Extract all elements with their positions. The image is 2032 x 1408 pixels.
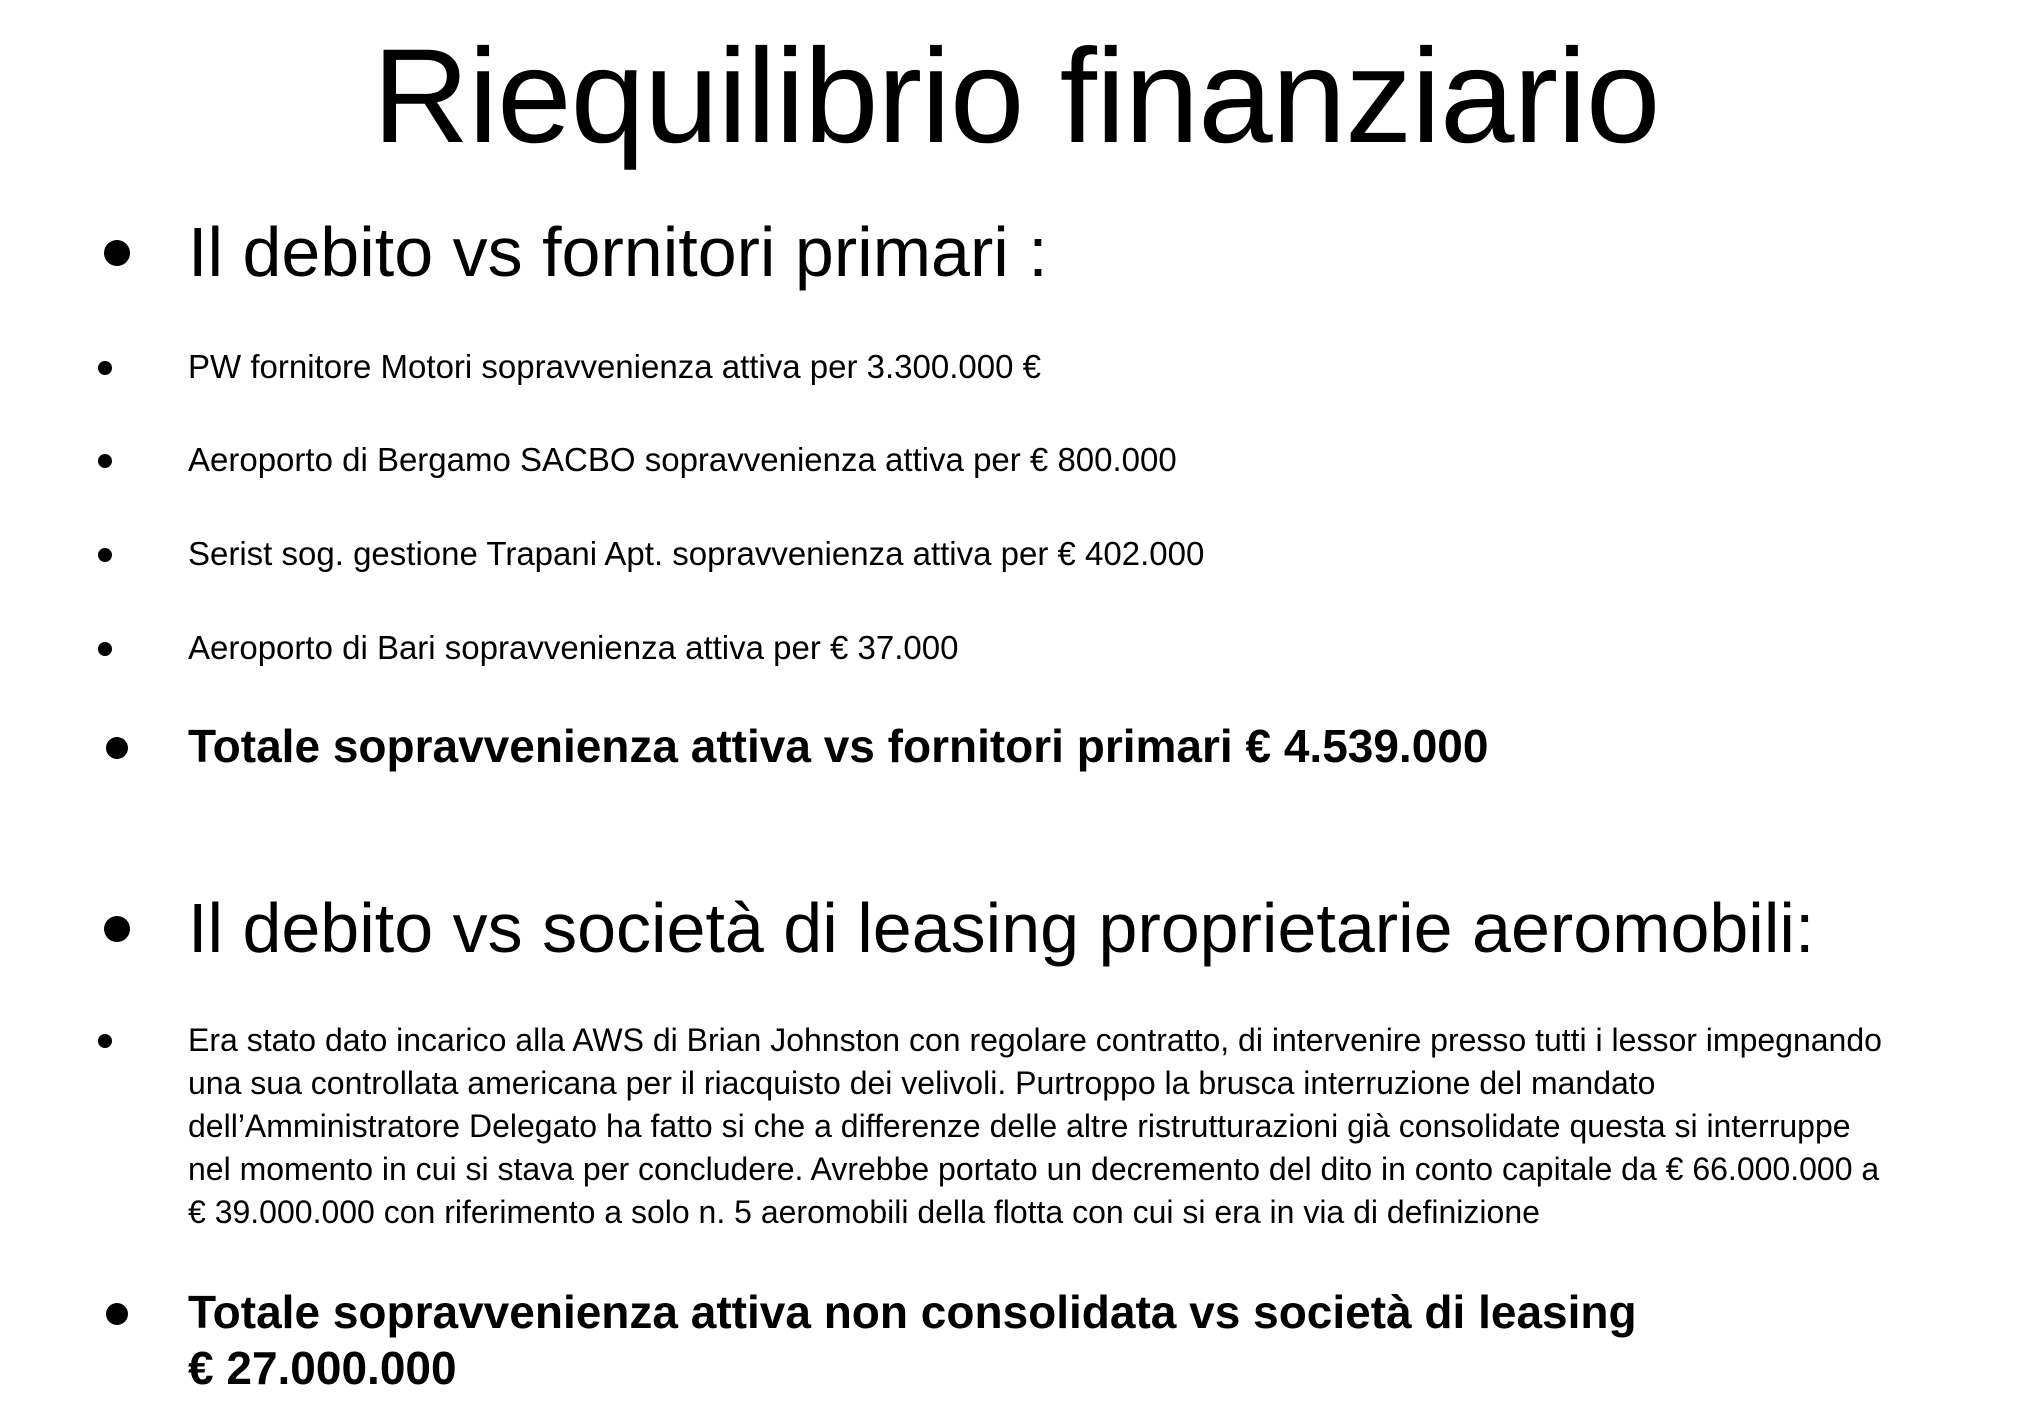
section2-paragraph [188,1019,2018,1234]
bullet-icon [98,454,112,468]
bullet-icon [104,916,130,942]
list-item-text: Aeroporto di Bergamo SACBO sopravvenienza attiva per € 800.000 [188,441,1177,478]
paragraph-line: dell’Amministratore Delegato ha fatto si che a differenze delle altre ristrutturazioni già consolidate questa si interruppe [188,1108,1851,1144]
bullet-icon [98,548,112,562]
section1-total: Totale sopravvenienza attiva vs fornitori primari € 4.539.000 [188,720,1489,772]
section2-total [188,1284,1637,1396]
paragraph-line: Era stato dato incarico alla AWS di Brian Johnston con regolare contratto, di intervenire presso tutti i lessor impegnando [188,1022,1882,1058]
bullet-icon [106,737,128,759]
bullet-icon [98,361,112,375]
paragraph-line: una sua controllata americana per il riacquisto dei velivoli. Purtroppo la brusca interruzione del mandato [188,1065,1656,1101]
slide-title: Riequilibrio finanziario [372,22,1660,171]
bullet-icon [98,1034,112,1048]
paragraph-line: nel momento in cui si stava per concludere. Avrebbe portato un decremento del dito in conto capitale da € 66.000.000 a [188,1151,1880,1187]
section2-heading: Il debito vs società di leasing proprietarie aeromobili: [188,889,1815,967]
paragraph-line: € 39.000.000 con riferimento a solo n. 5 aeromobili della flotta con cui si era in via di definizione [188,1194,1540,1230]
section1-heading: Il debito vs fornitori primari : [188,213,1048,291]
section2-total-line1: Totale sopravvenienza attiva non consolidata vs società di leasing [188,1286,1637,1338]
bullet-icon [104,240,130,266]
list-item-text: PW fornitore Motori sopravvenienza attiva per 3.300.000 € [188,348,1041,385]
section2-total-line2: € 27.000.000 [188,1342,457,1394]
list-item-text: Aeroporto di Bari sopravvenienza attiva per € 37.000 [188,629,959,666]
list-item-text: Serist sog. gestione Trapani Apt. sopravvenienza attiva per € 402.000 [188,535,1205,572]
bullet-icon [106,1303,128,1325]
bullet-icon [98,642,112,656]
